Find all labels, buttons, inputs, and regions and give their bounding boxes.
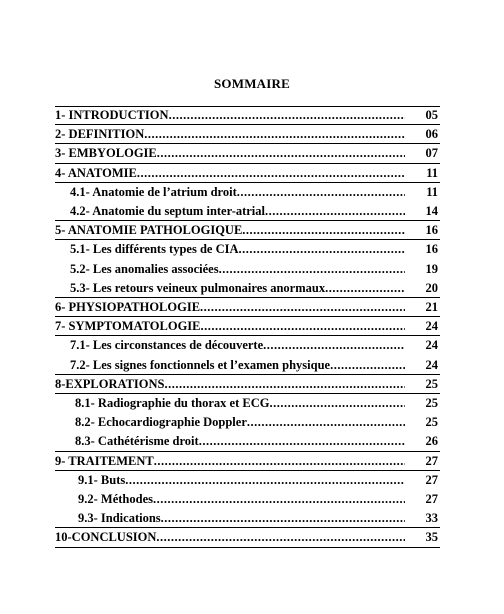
toc-entry-label: 10-CONCLUSION <box>55 530 157 545</box>
toc-entry[interactable] <box>55 375 407 394</box>
toc-entry[interactable] <box>70 336 407 355</box>
toc-dot-leader <box>200 298 405 317</box>
toc-entry-page-number: 25 <box>425 376 438 391</box>
toc-entry-label: 5- ANATOMIE PATHOLOGIQUE <box>55 223 243 238</box>
toc-entry-label: 8.2- Echocardiographie Doppler <box>75 415 247 430</box>
toc-dot-leader <box>325 279 405 298</box>
toc-entry-label: 8.3- Cathétérisme droit <box>75 434 199 449</box>
toc-entry[interactable] <box>70 202 407 221</box>
toc-dot-leader <box>125 471 405 490</box>
toc-dot-leader <box>242 221 405 240</box>
toc-entry-page-number: 07 <box>425 146 438 161</box>
toc-entry-page-number: 19 <box>425 261 438 276</box>
toc-entry-label: 5.3- Les retours veineux pulmonaires anormaux <box>70 280 326 295</box>
toc-entry-label: 1- INTRODUCTION <box>55 108 169 122</box>
toc-entry-label: 4.2- Anatomie du septum inter-atrial <box>70 204 266 218</box>
toc-dot-leader <box>247 413 405 432</box>
toc-entry[interactable] <box>75 413 407 432</box>
toc-entry[interactable] <box>55 298 407 317</box>
toc-separator-rule <box>55 547 440 548</box>
toc-entry-page-number: 06 <box>425 127 438 142</box>
toc-dot-leader <box>169 106 405 125</box>
toc-entry-label: 4- ANATOMIE <box>55 165 137 180</box>
toc-entry-page-number: 11 <box>426 184 438 199</box>
toc-entry-label: 7- SYMPTOMATOLOGIE <box>55 319 201 334</box>
toc-entry-page-number: 25 <box>425 415 438 430</box>
toc-entry-page-number: 27 <box>425 472 438 487</box>
toc-dot-leader <box>165 375 405 394</box>
toc-entry[interactable] <box>55 452 407 471</box>
toc-entry[interactable] <box>55 528 407 547</box>
toc-entry-label: 7.2- Les signes fonctionnels et l’examen physique <box>70 357 331 372</box>
toc-dot-leader <box>201 317 405 336</box>
toc-entry-label: 4.1- Anatomie de l’atrium droit <box>70 184 237 199</box>
toc-entry-label: 9.3- Indications <box>78 511 161 526</box>
toc-dot-leader <box>153 490 405 509</box>
toc-entry[interactable] <box>75 432 407 451</box>
toc-entry-page-number: 24 <box>425 338 438 353</box>
toc-entry-label: 9.1- Buts <box>78 472 126 487</box>
toc-dot-leader <box>330 356 405 375</box>
toc-entry[interactable] <box>55 125 407 144</box>
toc-dot-leader <box>199 432 405 451</box>
toc-entry-page-number: 35 <box>425 530 438 545</box>
toc-entry-label: 6- PHYSIOPATHOLOGIE <box>55 300 201 314</box>
toc-entry-page-number: 26 <box>425 434 438 449</box>
toc-dot-leader <box>144 125 405 144</box>
toc-entry[interactable] <box>55 164 407 183</box>
toc-entry-label: 8-EXPLORATIONS <box>55 376 165 391</box>
toc-entry[interactable] <box>70 260 407 279</box>
toc-entry-label: 7.1- Les circonstances de découverte <box>70 338 264 353</box>
toc-dot-leader <box>263 336 405 355</box>
page-title: SOMMAIRE <box>214 76 290 91</box>
toc-entry-page-number: 05 <box>425 108 438 122</box>
toc-entry-label: 3- EMBYOLOGIE <box>55 146 157 161</box>
toc-entry-page-number: 20 <box>425 280 438 295</box>
toc-entry[interactable] <box>55 221 407 240</box>
toc-entry-page-number: 24 <box>425 357 438 372</box>
toc-entry-page-number: 16 <box>425 223 438 238</box>
toc-entry-page-number: 16 <box>425 242 438 257</box>
toc-entry-page-number: 33 <box>425 511 438 526</box>
toc-entry-label: 8.1- Radiographie du thorax et ECG <box>75 396 270 410</box>
toc-entry-label: 5.1- Les différents types de CIA <box>70 242 239 257</box>
toc-entry-label: 9- TRAITEMENT <box>55 453 154 468</box>
toc-entry-page-number: 27 <box>425 453 438 468</box>
toc-entry[interactable] <box>78 490 407 509</box>
toc-entry[interactable] <box>70 183 407 202</box>
toc-dot-leader <box>157 144 405 163</box>
toc-entry[interactable] <box>55 106 407 125</box>
toc-entry-label: 9.2- Méthodes <box>78 492 153 506</box>
toc-dot-leader <box>154 452 405 471</box>
toc-dot-leader <box>161 509 405 528</box>
toc-entry[interactable] <box>78 509 407 528</box>
toc-entry-label: 5.2- Les anomalies associées <box>70 261 219 276</box>
toc-entry-page-number: 11 <box>426 165 438 180</box>
toc-entry-page-number: 24 <box>425 319 438 334</box>
toc-dot-leader <box>219 260 405 279</box>
toc-dot-leader <box>265 202 405 221</box>
toc-entry[interactable] <box>70 279 407 298</box>
toc-entry[interactable] <box>55 317 407 336</box>
toc-entry[interactable] <box>70 240 407 259</box>
toc-dot-leader <box>239 240 405 259</box>
toc-dot-leader <box>237 183 405 202</box>
toc-entry[interactable] <box>78 471 407 490</box>
toc-entry-page-number: 14 <box>425 204 438 218</box>
toc-dot-leader <box>137 164 405 183</box>
toc-entry-page-number: 25 <box>425 396 438 410</box>
toc-dot-leader <box>269 394 405 413</box>
toc-entry[interactable] <box>70 356 407 375</box>
toc-dot-leader <box>156 528 405 547</box>
toc-entry-page-number: 27 <box>425 492 438 506</box>
toc-entry[interactable] <box>75 394 407 413</box>
toc-entry[interactable] <box>55 144 407 163</box>
toc-entry-page-number: 21 <box>425 300 438 314</box>
toc-entry-label: 2- DEFINITION <box>55 127 145 142</box>
